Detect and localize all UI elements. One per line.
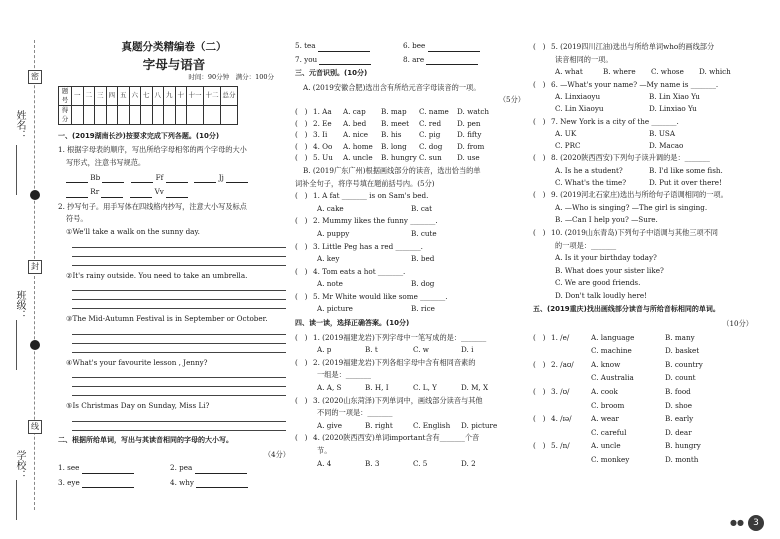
option[interactable]: A. A, S <box>317 383 342 393</box>
copy-line[interactable] <box>72 291 286 300</box>
option[interactable]: B. What does your sister like? <box>555 265 664 275</box>
option[interactable]: D. M, X <box>461 383 489 393</box>
sentence: 2. Mummy likes the funny _______. <box>313 216 438 226</box>
option[interactable]: A. note <box>317 279 343 289</box>
sentence: 3. Little Peg has a red _______. <box>313 241 423 251</box>
option[interactable]: B. hungry <box>381 153 417 163</box>
option[interactable]: B. food <box>665 387 691 397</box>
answer-blank[interactable] <box>166 189 188 198</box>
part-b-question: ( ) 3. Little Peg has a red _______. <box>295 241 423 251</box>
score-col: 四 <box>106 86 118 105</box>
part-b-question: ( ) 1. A fat _______ is on Sam's bed. <box>295 191 429 201</box>
question-text: 8. (2020陕西西安)下列句子读升调的是：_______ <box>551 153 710 163</box>
answer-blank[interactable] <box>82 465 134 474</box>
vowel-letter: 1. Aa <box>313 106 332 116</box>
copy-line[interactable] <box>72 378 286 387</box>
section-5-options <box>533 427 753 439</box>
section-1-heading: 一、(2019湖南长沙)按要求完成下列各题。(10分) <box>58 131 220 140</box>
copy-line[interactable] <box>72 257 286 266</box>
option[interactable]: C. name <box>419 106 449 116</box>
answer-blank[interactable] <box>66 174 88 183</box>
vowel-letter: 5. Uu <box>313 153 333 163</box>
option[interactable]: D. 2 <box>461 458 476 468</box>
option[interactable]: B. early <box>665 414 694 424</box>
answer-blank[interactable] <box>319 56 371 65</box>
question-text: 2. (2019福建龙岩)下列各组字母中含有相同音素的 <box>313 357 476 367</box>
section-3-heading: 三、元音识别。(10分) <box>295 69 368 78</box>
seal-box-feng: 封 <box>28 260 42 274</box>
part-a-question-3: ( ) 3. Ii A. nice B. his C. pig D. fifty <box>295 129 525 141</box>
column-3 <box>533 40 753 468</box>
score-cell[interactable] <box>152 105 164 124</box>
section-4-options <box>533 66 753 78</box>
section-5-question: ( ) 3. /ʊ/ A. cook B. food <box>533 386 753 398</box>
option[interactable]: B. —Can I help you? —Sure. <box>555 215 658 225</box>
option[interactable]: A. uncle <box>591 441 621 451</box>
section-2-heading: 二、根据所给单词，写出与其读音相同的字母的大小写。 <box>58 435 233 444</box>
answer-blank[interactable] <box>102 174 124 183</box>
part-b-question: ( ) 5. Mr White would like some _______. <box>295 291 448 301</box>
section-4-question: ( ) 8. (2020陕西西安)下列句子读升调的是：_______ <box>533 153 710 163</box>
section-5-score: （10分） <box>722 319 753 329</box>
section-2-score: （4分） <box>263 449 290 459</box>
copy-line[interactable] <box>72 335 286 344</box>
sentence: 1. A fat _______ is on Sam's bed. <box>313 191 429 201</box>
score-cell[interactable] <box>83 105 95 124</box>
option[interactable]: B. many <box>665 332 695 342</box>
phonetic-symbol: 5. /n/ <box>551 441 570 451</box>
option[interactable]: D. use <box>457 153 480 163</box>
punch-hole-1 <box>30 190 40 200</box>
option[interactable]: B. I'd like some fish. <box>649 165 723 175</box>
score-col: 一 <box>72 86 84 105</box>
section-4-question: ( ) 1. (2019福建龙岩)下列字母中一笔写成的是：_______ <box>295 332 487 342</box>
copy-line[interactable] <box>72 369 286 378</box>
option[interactable]: D. count <box>665 373 696 383</box>
option[interactable]: C. broom <box>591 400 625 410</box>
option[interactable]: C. What's the time? <box>555 177 627 187</box>
part-b-question: ( ) 4. Tom eats a hot _______. <box>295 266 406 276</box>
part-b-options <box>295 203 525 215</box>
option[interactable]: B. dog <box>411 279 435 289</box>
option[interactable]: A. wear <box>591 414 619 424</box>
option[interactable]: B. rice <box>411 304 435 314</box>
option[interactable]: C. L, Y <box>413 383 437 393</box>
option[interactable]: D. Linxiao Yu <box>649 103 697 113</box>
score-cell[interactable] <box>175 105 187 124</box>
option[interactable]: B. where <box>603 67 636 77</box>
option[interactable]: A. cook <box>591 387 618 397</box>
score-col: 九 <box>164 86 176 105</box>
name-label: 姓名： <box>14 110 25 140</box>
score-cell[interactable] <box>164 105 176 124</box>
worksheet-subtitle: 字母与语音 <box>142 56 206 72</box>
option[interactable]: B. USA <box>649 129 676 139</box>
section-5-question: ( ) 4. /ɪə/ A. wear B. early <box>533 413 753 425</box>
part-b-options <box>295 228 525 240</box>
option[interactable]: A. give <box>317 420 342 430</box>
section-2-row-2 <box>58 477 290 489</box>
option[interactable]: B. bed <box>411 254 435 264</box>
option[interactable]: B. meet <box>381 118 410 128</box>
option[interactable]: C. PRC <box>555 140 581 150</box>
option[interactable]: A. picture <box>317 304 353 314</box>
score-col: 三 <box>95 86 107 105</box>
given-letter: Vv <box>154 187 164 197</box>
answer-blank[interactable] <box>426 56 478 65</box>
answer-blank[interactable] <box>131 174 153 183</box>
option[interactable]: B. his <box>381 130 402 140</box>
answer-blank[interactable] <box>166 174 188 183</box>
copy-sentence-2: ②It's rainy outside. You need to take an umbrella. <box>66 270 248 280</box>
section-2-row-4 <box>295 54 525 66</box>
option[interactable]: A. —Who is singing? —The girl is singing. <box>555 202 708 212</box>
option[interactable]: D. Put it over there! <box>649 177 722 187</box>
phonetic-symbol: 2. /aʊ/ <box>551 359 574 369</box>
question-text-cont: 节。 <box>317 446 332 455</box>
seal-box-mi: 密 <box>28 70 42 84</box>
question-text-cont: 一组是：_______ <box>317 370 371 380</box>
page-number-dots: ●● <box>730 518 744 527</box>
score-table <box>58 86 238 125</box>
section-5-options <box>533 400 753 412</box>
section-5-question: ( ) 2. /aʊ/ A. know B. country <box>533 359 753 371</box>
option[interactable]: B. cat <box>411 203 433 213</box>
page-number: 3 <box>748 515 764 531</box>
answer-blank[interactable] <box>66 189 88 198</box>
school-write-line[interactable] <box>16 480 17 520</box>
option[interactable]: A. cake <box>317 203 344 213</box>
section-4-heading: 四、读一读，选择正确答案。(10分) <box>295 319 410 328</box>
phonetic-symbol: 3. /ʊ/ <box>551 387 570 397</box>
section-4-question: ( ) 5. (2019四川江油)选出与所给单词who的画线部分 <box>533 42 715 51</box>
section-4-options <box>295 382 525 394</box>
part-b-options <box>295 253 525 265</box>
section-4-options <box>533 140 753 152</box>
question-2-prompt: 2. 抄写句子。用手写体在四线格内抄写，注意大小写及标点 <box>58 201 247 211</box>
given-letter: Ff <box>155 172 164 182</box>
score-col: 十二 <box>204 86 221 105</box>
word-item: 4. why <box>170 477 194 487</box>
option[interactable]: A. know <box>591 359 621 369</box>
binding-margin <box>0 40 50 520</box>
option[interactable]: D. from <box>457 141 485 151</box>
option[interactable]: C. red <box>419 118 442 128</box>
part-b-question: ( ) 2. Mummy likes the funny _______. <box>295 216 438 226</box>
section-4-question: ( ) 7. New York is a city of the _______. <box>533 116 679 126</box>
question-text-cont: 读音相同的一项。 <box>555 54 613 64</box>
copy-line[interactable] <box>72 282 286 291</box>
option[interactable]: A. UK <box>555 129 577 139</box>
question-text: 9. (2019河北石家庄)选出与所给句子语调相同的一项。 <box>551 190 728 200</box>
letter-row-2 <box>58 186 290 198</box>
section-4-options <box>295 420 525 432</box>
option[interactable]: A. home <box>343 141 373 151</box>
section-4-question: ( ) 3. (2020山东菏泽)下列单词中，画线部分读音与其他 <box>295 395 483 405</box>
option[interactable]: C. careful <box>591 427 627 437</box>
question-2-prompt-cont: 符号。 <box>66 214 88 224</box>
word-item: 7. you <box>295 54 318 64</box>
copy-line[interactable] <box>72 344 286 353</box>
copy-line[interactable] <box>72 422 286 431</box>
letter-row-1 <box>58 172 290 184</box>
part-a-heading: A. (2019安徽合肥)选出含有所给元音字母读音的一项。 <box>303 82 481 92</box>
question-text: 7. New York is a city of the _______. <box>551 116 679 126</box>
question-text-cont: 的一项是：_______ <box>555 240 617 250</box>
vowel-letter: 2. Ee <box>313 118 332 128</box>
score-cell[interactable] <box>72 105 84 124</box>
score-cell[interactable] <box>129 105 141 124</box>
answer-blank[interactable] <box>226 174 248 183</box>
option[interactable]: D. which <box>699 67 731 77</box>
option[interactable]: A. Is he a student? <box>555 165 623 175</box>
option[interactable]: B. t <box>365 345 378 355</box>
copy-line[interactable] <box>72 387 286 396</box>
option[interactable]: C. 5 <box>413 458 428 468</box>
answer-blank[interactable] <box>195 465 247 474</box>
class-label: 班级： <box>14 290 25 320</box>
option[interactable]: B. H, I <box>365 383 389 393</box>
answer-blank[interactable] <box>194 174 216 183</box>
vowel-letter: 4. Oo <box>313 141 333 151</box>
given-letter: Rr <box>90 187 100 197</box>
worksheet-title: 真题分类精编卷（二） <box>121 41 227 53</box>
copy-sentence-1: ①We'll take a walk on the sunny day. <box>66 226 200 236</box>
section-5-heading: 五、(2019重庆)找出画线部分读音与所给音标相同的单词。 <box>533 305 720 314</box>
section-5-options <box>533 454 753 466</box>
given-letter: Bb <box>90 172 101 182</box>
section-4-options <box>533 177 753 189</box>
word-item: 6. bee <box>403 41 426 50</box>
section-4-options <box>533 103 753 115</box>
question-text: 6. —What's your name? —My name is _______. <box>551 79 719 89</box>
section-4-question: ( ) 6. —What's your name? —My name is _______. <box>533 79 719 89</box>
part-a-score: （5分） <box>498 95 525 105</box>
part-a-question-1: ( ) 1. Aa A. cap B. map C. name D. watch <box>295 106 525 118</box>
question-text-cont: 不同的一项是：_______ <box>317 408 393 418</box>
sentence: 4. Tom eats a hot _______. <box>313 266 406 276</box>
given-letter: Jj <box>218 172 224 182</box>
option[interactable]: A. Linxiaoyu <box>555 92 601 102</box>
answer-blank[interactable] <box>101 189 123 198</box>
question-text: 10. (2019山东青岛)下列句子中语调与其他三项不同 <box>551 227 718 237</box>
copy-line[interactable] <box>72 413 286 422</box>
option[interactable]: C. Lin Xiaoyu <box>555 103 604 113</box>
word-item: 5. tea <box>295 41 316 50</box>
answer-blank[interactable] <box>318 43 370 52</box>
score-col: 六 <box>129 86 141 105</box>
option[interactable]: B. map <box>381 106 407 116</box>
option[interactable]: A. language <box>591 332 635 342</box>
option[interactable]: B. long <box>381 141 407 151</box>
section-5-question: ( ) 1. /e/ A. language B. many <box>533 332 753 344</box>
class-write-line[interactable] <box>16 320 17 370</box>
copy-line[interactable] <box>72 300 286 309</box>
option[interactable]: A. cap <box>343 106 366 116</box>
option[interactable]: D. pen <box>457 118 481 128</box>
section-4-options <box>533 91 753 103</box>
option[interactable]: A. bed <box>343 118 367 128</box>
score-cell[interactable] <box>204 105 221 124</box>
time-score-info: 时间：90分钟 满分：100分 <box>188 73 274 82</box>
option[interactable]: A. uncle <box>343 153 373 163</box>
question-1-prompt: 1. 根据字母表的顺序，写出所给字母相邻的两个字母的大小 <box>58 145 247 155</box>
option[interactable]: D. dear <box>665 427 692 437</box>
word-item: 2. pea <box>170 463 193 473</box>
option[interactable]: C. w <box>413 345 429 355</box>
part-a-question-5: ( ) 5. Uu A. uncle B. hungry C. sun D. use <box>295 152 525 164</box>
option[interactable]: C. Australia <box>591 373 634 383</box>
part-b-options <box>295 278 525 290</box>
option[interactable]: D. watch <box>457 106 490 116</box>
option[interactable]: B. hungry <box>665 441 701 451</box>
word-item: 3. eye <box>58 477 80 487</box>
part-a-question-4: ( ) 4. Oo A. home B. long C. dog D. from <box>295 141 525 153</box>
option[interactable]: C. English <box>413 420 451 430</box>
vowel-letter: 3. Ii <box>313 130 328 140</box>
copy-sentence-3: ③The Mid-Autumn Festival is in September or October. <box>66 314 268 324</box>
phonetic-symbol: 1. /e/ <box>551 332 570 342</box>
copy-sentence-5: ⑤Is Christmas Day on Sunday, Miss Li? <box>66 401 210 411</box>
name-write-line[interactable] <box>16 145 17 195</box>
question-1-prompt-cont: 写形式，注意书写规范。 <box>66 157 146 167</box>
score-col: 八 <box>152 86 164 105</box>
score-cell[interactable] <box>141 105 153 124</box>
score-table-header: 题号 <box>59 86 72 105</box>
option[interactable]: C. We are good friends. <box>555 278 641 288</box>
option[interactable]: D. shoe <box>665 400 692 410</box>
option[interactable]: D. fifty <box>457 130 482 140</box>
option[interactable]: A. what <box>555 67 583 77</box>
section-4-question: ( ) 2. (2019福建龙岩)下列各组字母中含有相同音素的 <box>295 357 476 367</box>
option[interactable]: B. country <box>665 359 703 369</box>
section-4-question: ( ) 9. (2019河北石家庄)选出与所给句子语调相同的一项。 <box>533 190 728 200</box>
section-4-question: ( ) 4. (2020陕西西安)单词important含有_______个音 <box>295 433 480 443</box>
answer-blank[interactable] <box>82 479 134 488</box>
option[interactable]: A. p <box>317 345 332 355</box>
section-4-question: ( ) 10. (2019山东青岛)下列句子中语调与其他三项不同 <box>533 227 718 237</box>
option[interactable]: D. Don't talk loudly here! <box>555 290 648 300</box>
section-4-options <box>533 128 753 140</box>
score-cell[interactable] <box>118 105 130 124</box>
option[interactable]: B. 3 <box>365 458 380 468</box>
column-2 <box>295 40 525 469</box>
option[interactable]: D. i <box>461 345 474 355</box>
option[interactable]: B. Lin Xiao Yu <box>649 92 700 102</box>
score-col: 五 <box>118 86 130 105</box>
word-item: 1. see <box>58 463 80 473</box>
option[interactable]: B. cute <box>411 228 437 238</box>
score-cell[interactable] <box>106 105 118 124</box>
part-a-question-2: ( ) 2. Ee A. bed B. meet C. red D. pen <box>295 118 525 130</box>
option[interactable]: C. dog <box>419 141 443 151</box>
option[interactable]: C. sun <box>419 153 442 163</box>
section-2-row-1 <box>58 462 290 474</box>
word-item: 8. are <box>403 54 425 64</box>
score-cell[interactable] <box>95 105 107 124</box>
copy-line[interactable] <box>72 326 286 335</box>
answer-blank[interactable] <box>428 43 480 52</box>
seal-box-xian: 线 <box>28 420 42 434</box>
score-cell[interactable] <box>221 105 238 124</box>
punch-hole-2 <box>30 340 40 350</box>
score-row-label: 得分 <box>59 105 72 124</box>
score-col: 十一 <box>187 86 204 105</box>
phonetic-symbol: 4. /ɪə/ <box>551 414 572 424</box>
section-5-question: ( ) 5. /n/ A. uncle B. hungry <box>533 440 753 452</box>
option[interactable]: D. Macao <box>649 140 684 150</box>
copy-sentence-4: ④What's your favourite lesson , Jenny? <box>66 357 208 367</box>
option[interactable]: C. whose <box>651 67 684 77</box>
question-text: 5. (2019四川江油)选出与所给单词who的画线部分 <box>551 42 715 51</box>
option[interactable]: B. right <box>365 420 393 430</box>
option[interactable]: D. picture <box>461 420 498 430</box>
option[interactable]: A. puppy <box>317 228 350 238</box>
copy-line[interactable] <box>72 239 286 248</box>
part-b-options <box>295 303 525 315</box>
score-col: 十 <box>175 86 187 105</box>
question-text: 1. (2019福建龙岩)下列字母中一笔写成的是：_______ <box>313 332 487 342</box>
question-text: 4. (2020陕西西安)单词important含有_______个音 <box>313 433 480 443</box>
option[interactable]: A. 4 <box>317 458 332 468</box>
score-col: 七 <box>141 86 153 105</box>
score-cell[interactable] <box>187 105 204 124</box>
section-4-options <box>295 344 525 356</box>
option[interactable]: C. pig <box>419 130 441 140</box>
copy-line[interactable] <box>72 248 286 257</box>
part-b-heading: B. (2019广东广州)根据画线部分的读音，选出恰当的单 <box>303 165 481 175</box>
answer-blank[interactable] <box>130 189 152 198</box>
section-5-options <box>533 345 753 357</box>
answer-blank[interactable] <box>196 479 248 488</box>
option[interactable]: D. basket <box>665 346 700 356</box>
section-5-options <box>533 372 753 384</box>
section-2-row-3 <box>295 40 525 52</box>
score-col: 总分 <box>221 86 238 105</box>
question-text: 3. (2020山东菏泽)下列单词中，画线部分读音与其他 <box>313 395 483 405</box>
sentence: 5. Mr White would like some _______. <box>313 291 448 301</box>
school-label: 学校： <box>14 450 25 480</box>
option[interactable]: D. month <box>665 455 699 464</box>
binding-dashed-line <box>34 40 35 510</box>
part-b-heading-cont: 词补全句子，将序号填在题前括号内。(5分) <box>295 178 435 188</box>
option[interactable]: A. nice <box>343 130 368 140</box>
option[interactable]: A. key <box>317 254 340 264</box>
section-4-options <box>295 458 525 470</box>
column-1 <box>58 40 290 488</box>
option[interactable]: C. machine <box>591 346 632 356</box>
option[interactable]: A. Is it your birthday today? <box>555 253 657 263</box>
score-col: 二 <box>83 86 95 105</box>
option[interactable]: C. monkey <box>591 455 630 464</box>
section-4-options <box>533 165 753 177</box>
